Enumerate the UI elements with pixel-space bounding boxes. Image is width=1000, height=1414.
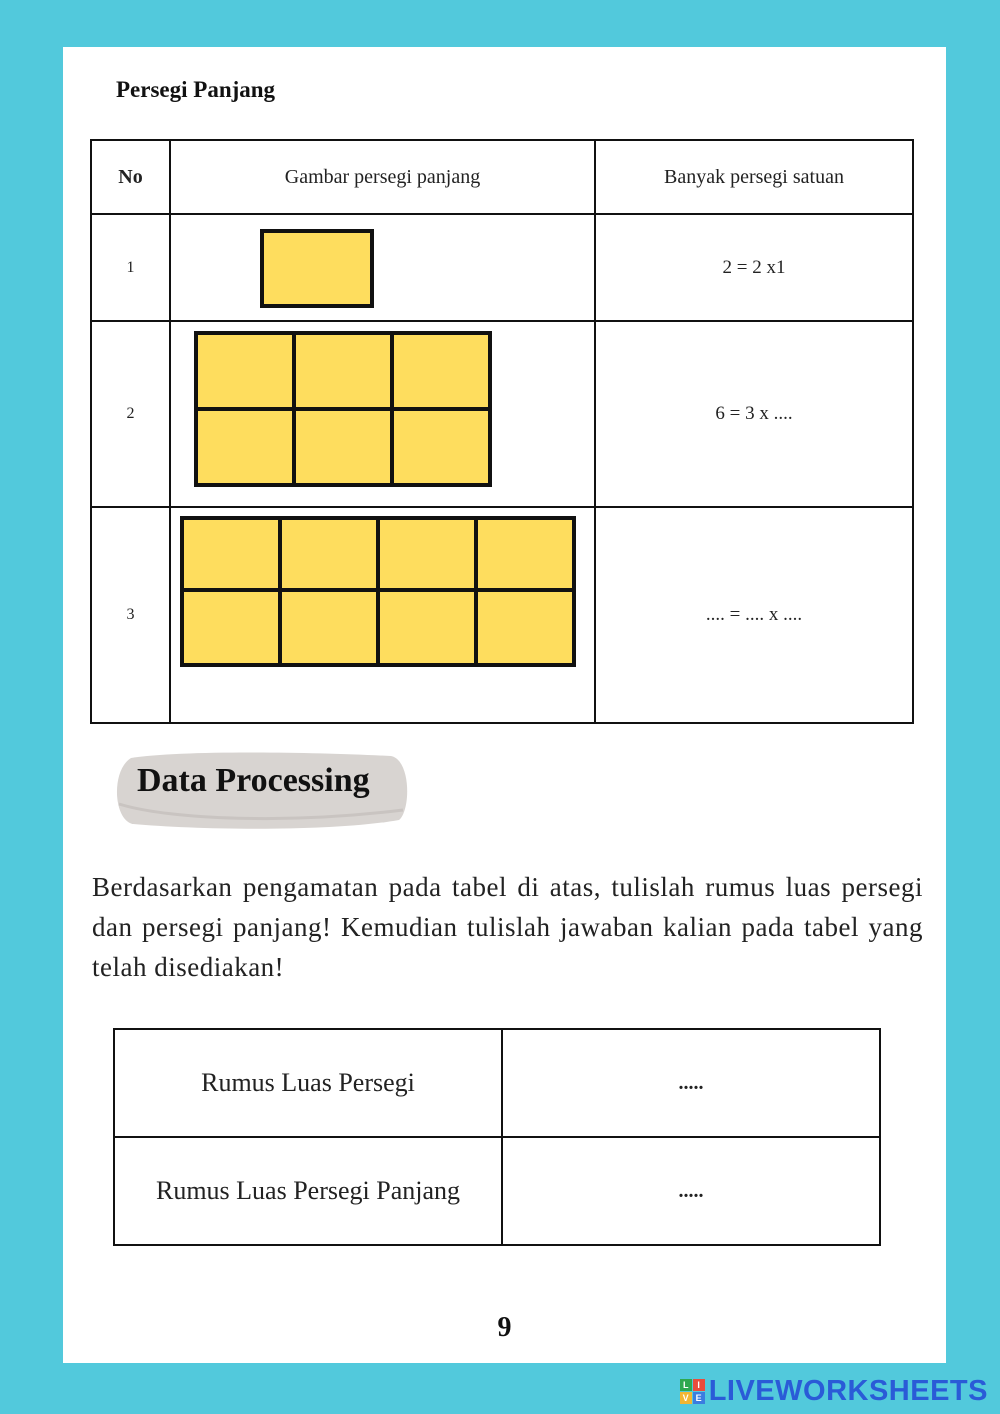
table-header-row <box>91 140 913 214</box>
liveworksheets-logo[interactable] <box>680 1375 988 1408</box>
unit-square <box>294 409 392 485</box>
unit-square <box>476 518 574 590</box>
row-number: 2 <box>91 321 170 507</box>
table-row <box>91 507 913 723</box>
answer-table <box>113 1028 881 1246</box>
brand-text: LIVEWORKSHEETS <box>708 1375 988 1407</box>
table-row <box>114 1137 880 1245</box>
page-number: 9 <box>497 1312 512 1343</box>
section-title: Persegi Panjang <box>116 77 276 102</box>
answer-label: Rumus Luas Persegi <box>114 1029 502 1137</box>
answer-blank[interactable]: ..... <box>502 1137 880 1245</box>
unit-square <box>280 518 378 590</box>
unit-square <box>392 409 490 485</box>
rectangle-drawing <box>170 214 595 321</box>
unit-square <box>280 590 378 665</box>
unit-grid <box>180 516 576 667</box>
unit-square <box>196 333 294 409</box>
data-processing-heading <box>111 750 411 832</box>
formula-cell: 2 = 2 x1 <box>595 214 913 321</box>
unit-grid <box>260 229 374 308</box>
formula-cell: 6 = 3 x .... <box>595 321 913 507</box>
header-unit-count: Banyak persegi satuan <box>595 140 913 214</box>
unit-grid <box>194 331 492 487</box>
unit-square <box>294 333 392 409</box>
unit-square <box>182 590 280 665</box>
table-row <box>114 1029 880 1137</box>
answer-blank[interactable]: ..... <box>502 1029 880 1137</box>
liveworksheets-icon: L I V E <box>680 1379 705 1404</box>
unit-square <box>182 518 280 590</box>
header-picture: Gambar persegi panjang <box>170 140 595 214</box>
rectangle-table <box>90 139 914 724</box>
header-no: No <box>91 140 170 214</box>
unit-square <box>378 518 476 590</box>
unit-square <box>378 590 476 665</box>
answer-label: Rumus Luas Persegi Panjang <box>114 1137 502 1245</box>
table-row <box>91 321 913 507</box>
unit-square <box>196 409 294 485</box>
row-number: 3 <box>91 507 170 723</box>
table-row <box>91 214 913 321</box>
instruction-text: Berdasarkan pengamatan pada tabel di atas, tulislah rumus luas persegi dan persegi panjang! Kemudian tulislah jawaban kalian pada tabel yang telah disediakan! <box>92 872 923 982</box>
rectangle-drawing <box>170 321 595 507</box>
formula-cell: .... = .... x .... <box>595 507 913 723</box>
unit-square <box>392 333 490 409</box>
unit-square <box>476 590 574 665</box>
data-processing-title: Data Processing <box>137 762 370 799</box>
unit-square <box>260 229 374 308</box>
rectangle-drawing <box>170 507 595 723</box>
row-number: 1 <box>91 214 170 321</box>
worksheet-page <box>63 47 946 1363</box>
